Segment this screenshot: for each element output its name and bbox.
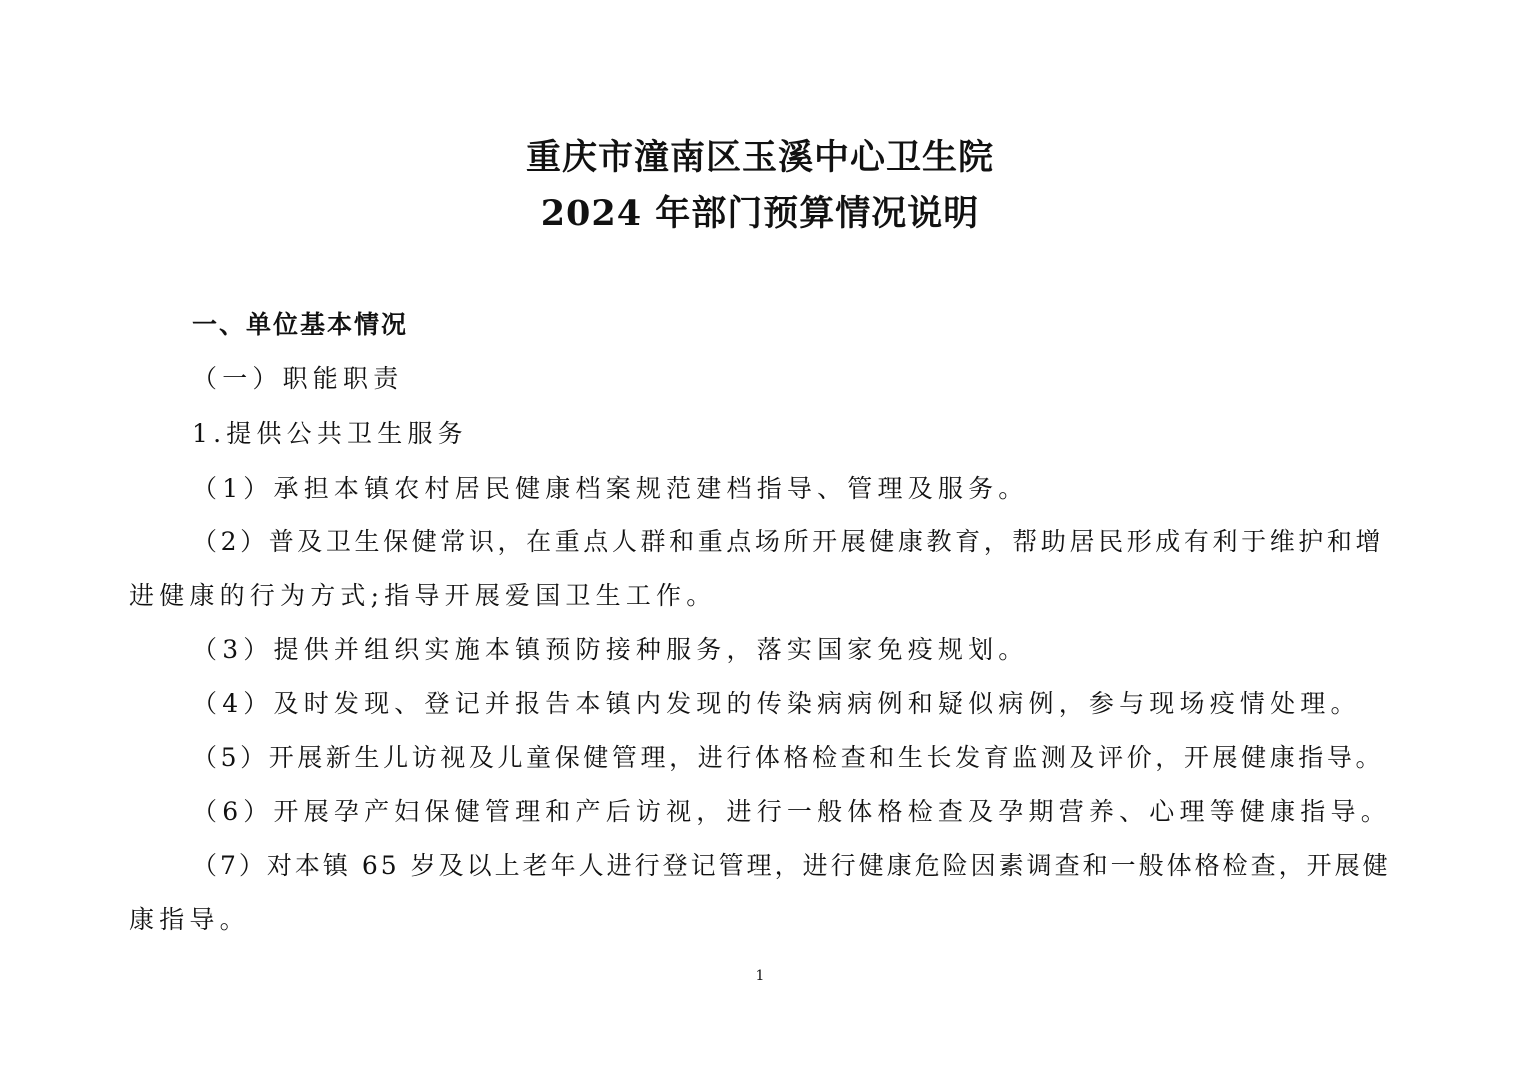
subsection-heading: （一）职能职责 — [192, 364, 404, 393]
paragraph-5: （5）开展新生儿访视及儿童保健管理，进行体格检查和生长发育监测及评价，开展健康指导。 — [192, 743, 1385, 772]
document-title-line2: 2024 年部门预算情况说明 — [540, 193, 980, 234]
page-number: 1 — [755, 968, 765, 984]
item-heading: 1.提供公共卫生服务 — [192, 419, 468, 448]
paragraph-2-line2: 进健康的行为方式;指导开展爱国卫生工作。 — [129, 581, 717, 610]
document-title-line1: 重庆市潼南区玉溪中心卫生院 — [525, 137, 994, 178]
paragraph-6: （6）开展孕产妇保健管理和产后访视，进行一般体格检查及孕期营养、心理等健康指导。 — [192, 797, 1391, 826]
paragraph-7-line2: 康指导。 — [129, 905, 250, 934]
paragraph-3: （3）提供并组织实施本镇预防接种服务，落实国家免疫规划。 — [192, 635, 1029, 664]
paragraph-1: （1）承担本镇农村居民健康档案规范建档指导、管理及服务。 — [192, 474, 1029, 503]
paragraph-7-line1: （7）对本镇 65 岁及以上老年人进行登记管理，进行健康危险因素调查和一般体格检查，开展健 — [192, 851, 1391, 880]
section-heading: 一、单位基本情况 — [192, 310, 409, 339]
paragraph-4: （4）及时发现、登记并报告本镇内发现的传染病病例和疑似病例，参与现场疫情处理。 — [192, 689, 1361, 718]
paragraph-2-line1: （2）普及卫生保健常识，在重点人群和重点场所开展健康教育，帮助居民形成有利于维护和增 — [192, 527, 1385, 556]
